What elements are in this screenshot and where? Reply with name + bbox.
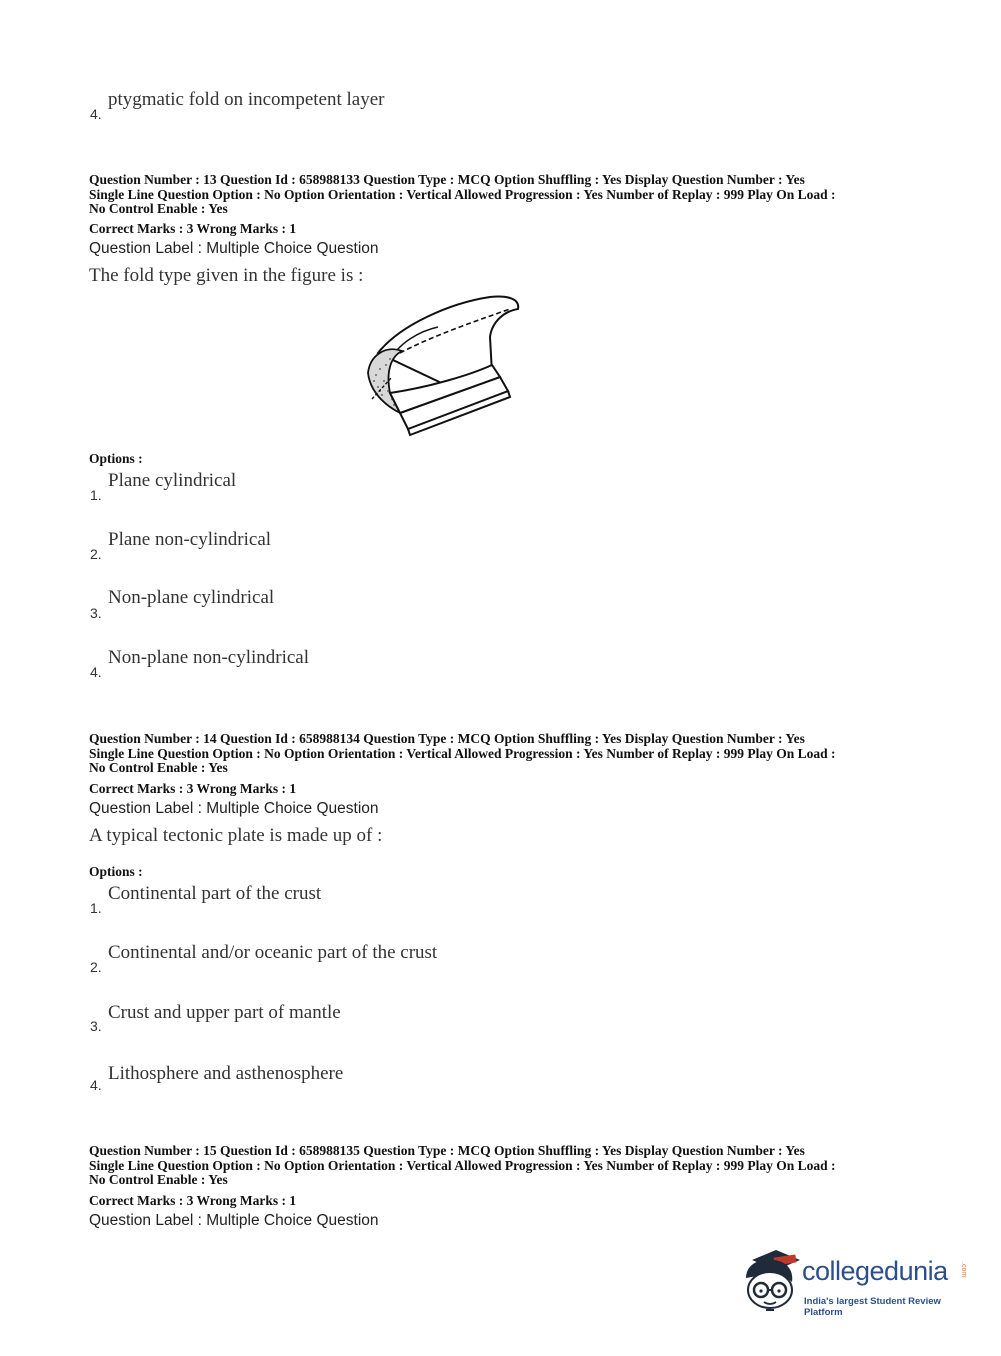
- question-label: Question Label : Multiple Choice Question: [89, 800, 379, 817]
- option-text: Non-plane non-cylindrical: [108, 647, 310, 668]
- question-marks: Correct Marks : 3 Wrong Marks : 1: [89, 781, 297, 796]
- option-number: 3.: [90, 605, 102, 621]
- question-meta: Question Number : 15 Question Id : 658988135 Question Type : MCQ Option Shuffling : Yes Display Question Number : Yes Single Line Question Option : No Option Orientation : Vertical Allowed Progression : Yes Number of Replay : 999 Play On Load : No Control Enable : Yes: [89, 1143, 836, 1187]
- option-text: Continental part of the crust: [108, 883, 322, 904]
- question-meta: Question Number : 13 Question Id : 658988133 Question Type : MCQ Option Shuffling : Yes Display Question Number : Yes Single Line Question Option : No Option Orientation : Vertical Allowed Progression : Yes Number of Replay : 999 Play On Load : No Control Enable : Yes: [89, 172, 836, 216]
- option-number: 4.: [90, 106, 102, 122]
- question-marks: Correct Marks : 3 Wrong Marks : 1: [89, 221, 297, 236]
- question-label: Question Label : Multiple Choice Question: [89, 1212, 379, 1229]
- mascot-icon: [738, 1248, 802, 1316]
- option-number: 4.: [90, 1077, 102, 1093]
- question-marks: Correct Marks : 3 Wrong Marks : 1: [89, 1193, 297, 1208]
- question-meta: Question Number : 14 Question Id : 658988134 Question Type : MCQ Option Shuffling : Yes Display Question Number : Yes Single Line Question Option : No Option Orientation : Vertical Allowed Progression : Yes Number of Replay : 999 Play On Load : No Control Enable : Yes: [89, 731, 836, 775]
- option-text: Continental and/or oceanic part of the crust: [108, 942, 438, 963]
- option-number: 3.: [90, 1018, 102, 1034]
- option-text: Lithosphere and asthenosphere: [108, 1063, 344, 1084]
- fold-figure: [360, 295, 525, 437]
- option-text: Plane cylindrical: [108, 470, 237, 491]
- question-text: A typical tectonic plate is made up of :: [89, 825, 383, 846]
- option-number: 2.: [90, 546, 102, 562]
- question-label: Question Label : Multiple Choice Question: [89, 240, 379, 257]
- logo-wordmark: collegedunia: [802, 1256, 948, 1286]
- option-text: Plane non-cylindrical: [108, 529, 272, 550]
- option-text: ptygmatic fold on incompetent layer: [108, 89, 385, 110]
- option-text: Crust and upper part of mantle: [108, 1002, 341, 1023]
- option-number: 4.: [90, 664, 102, 680]
- logo-suffix: .com: [960, 1262, 967, 1278]
- option-text: Non-plane cylindrical: [108, 587, 275, 608]
- question-text: The fold type given in the figure is :: [89, 265, 364, 286]
- logo-tagline: India's largest Student Review Platform: [804, 1296, 941, 1318]
- options-heading: Options :: [89, 864, 143, 879]
- option-number: 2.: [90, 959, 102, 975]
- collegedunia-logo: [738, 1248, 978, 1318]
- option-number: 1.: [90, 900, 102, 916]
- option-number: 1.: [90, 487, 102, 503]
- options-heading: Options :: [89, 451, 143, 466]
